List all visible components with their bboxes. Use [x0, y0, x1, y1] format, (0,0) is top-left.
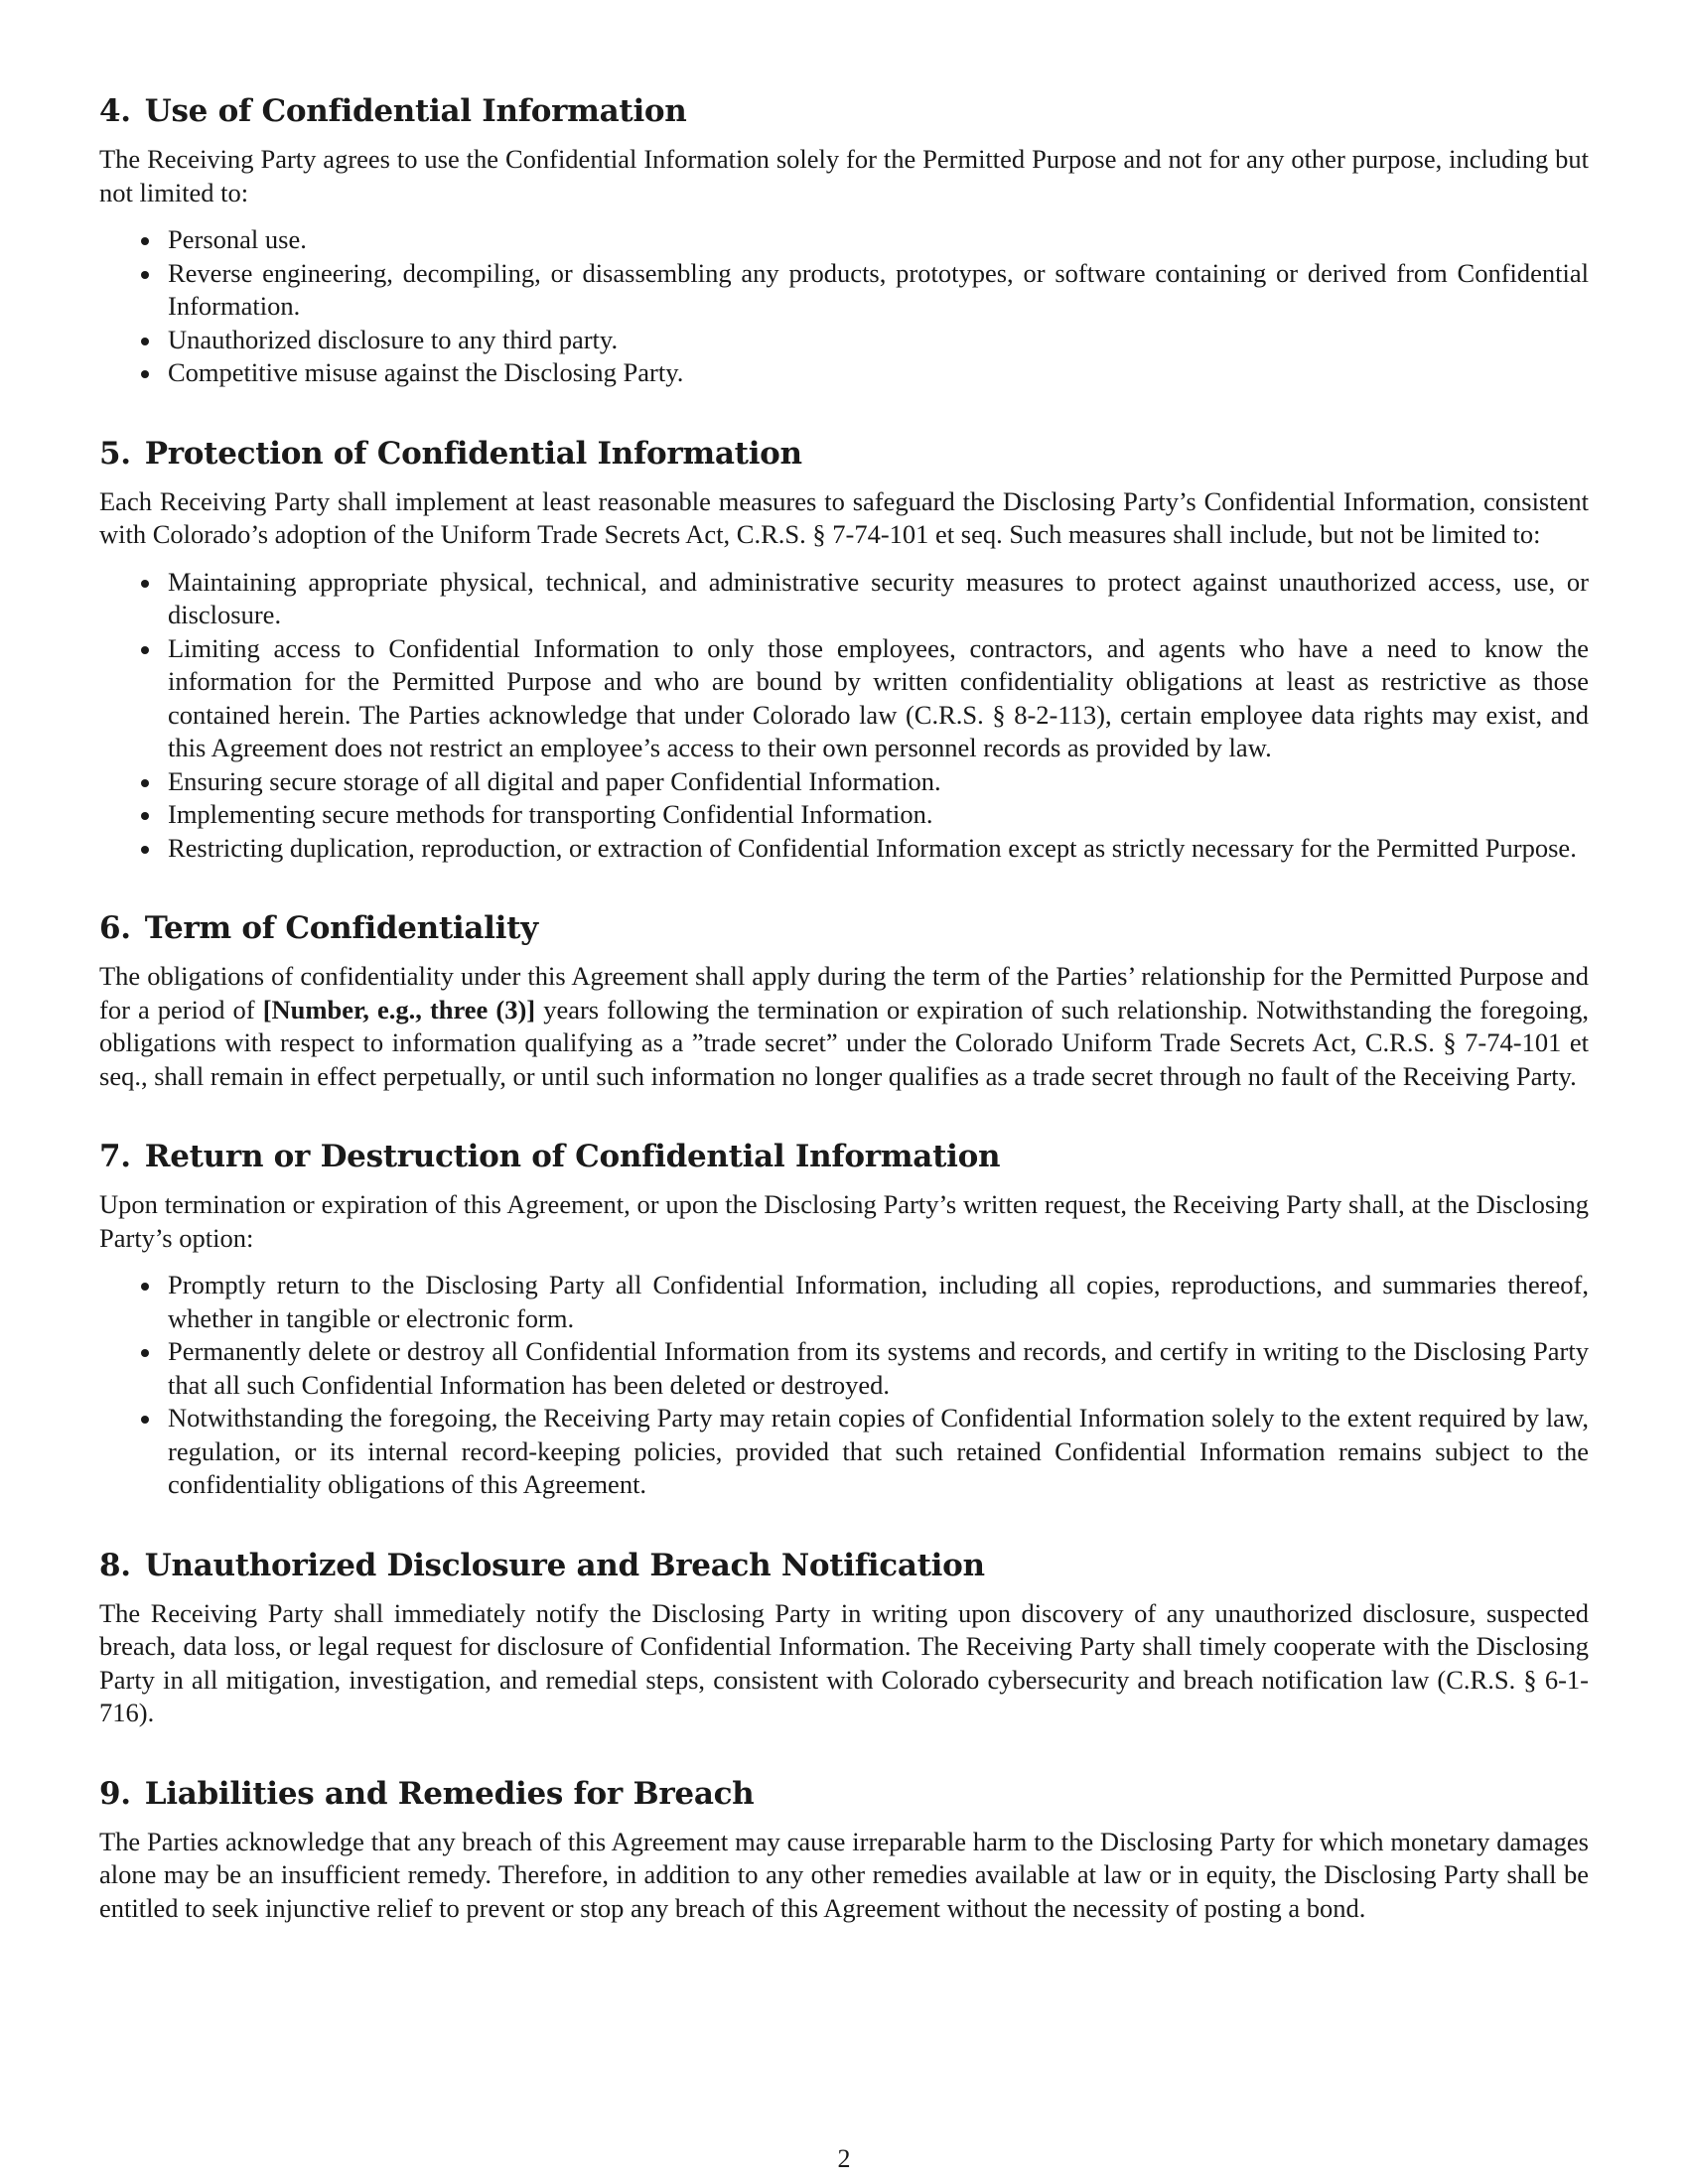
section-title: Term of Confidentiality	[144, 910, 538, 946]
section-6	[99, 908, 1589, 1093]
bullet-list	[99, 223, 1589, 390]
section-title: Liabilities and Remedies for Breach	[144, 1775, 755, 1812]
list-item: Personal use.	[99, 223, 1589, 257]
section-title: Unauthorized Disclosure and Breach Notification	[144, 1547, 985, 1583]
section-8	[99, 1546, 1589, 1730]
list-item: Promptly return to the Disclosing Party all Confidential Information, including all copies, reproductions, and summaries thereof, whether in tangible or electronic form.	[99, 1269, 1589, 1335]
list-item: Competitive misuse against the Disclosing Party.	[99, 356, 1589, 390]
section-title: Use of Confidential Information	[144, 93, 687, 129]
section-heading	[99, 908, 1589, 948]
section-heading	[99, 1137, 1589, 1176]
list-item: Ensuring secure storage of all digital and paper Confidential Information.	[99, 765, 1589, 799]
paragraph-text: years following the termination or expiration of such relationship. Notwithstanding the foregoing, obligations with respect to information qualifying as a ”trade secret” under the Colorado Uniform Trade Secrets Act, C.R.S. § 7-74-101 et seq., shall remain in effect perpetually, or until such information no longer qualifies as a trade secret through no fault of the Receiving Party.	[99, 994, 1589, 1091]
section-paragraph: The Parties acknowledge that any breach of this Agreement may cause irreparable harm to the Disclosing Party for which monetary damages alone may be an insufficient remedy. Therefore, in addition to any other remedies available at law or in equity, the Disclosing Party shall be entitled to seek injunctive relief to prevent or stop any breach of this Agreement without the necessity of posting a bond.	[99, 1826, 1589, 1923]
section-9	[99, 1774, 1589, 1926]
section-paragraph	[99, 960, 1589, 1093]
section-5	[99, 434, 1589, 866]
section-paragraph: The Receiving Party shall immediately notify the Disclosing Party in writing upon discovery of any unauthorized disclosure, suspected breach, data loss, or legal request for disclosure of Confidential Information. The Receiving Party shall timely cooperate with the Disclosing Party in all mitigation, investigation, and remedial steps, consistent with Colorado cybersecurity and breach notification law (C.R.S. § 6-1-716).	[99, 1597, 1589, 1727]
section-paragraph: Upon termination or expiration of this Agreement, or upon the Disclosing Party’s written request, the Receiving Party shall, at the Disclosing Party’s option:	[99, 1189, 1589, 1253]
page-number: 2	[837, 2144, 851, 2173]
list-item: Unauthorized disclosure to any third party.	[99, 324, 1589, 357]
list-item: Notwithstanding the foregoing, the Receiving Party may retain copies of Confidential Information solely to the extent required by law, regulation, or its internal record-keeping policies, provided that such retained Confidential Information remains subject to the confidentiality obligations of this Agreement.	[99, 1402, 1589, 1502]
section-number: 6.	[99, 910, 131, 946]
section-number: 7.	[99, 1139, 131, 1174]
list-item: Implementing secure methods for transporting Confidential Information.	[99, 798, 1589, 832]
list-item: Limiting access to Confidential Information to only those employees, contractors, and agents who have a need to know the information for the Permitted Purpose and who are bound by written confidentiality obligations at least as restrictive as those contained herein. The Parties acknowledge that under Colorado law (C.R.S. § 8-2-113), certain employee data rights may exist, and this Agreement does not restrict an employee’s access to their own personnel records as provided by law.	[99, 632, 1589, 765]
section-heading	[99, 434, 1589, 474]
section-number: 9.	[99, 1775, 131, 1812]
section-title: Protection of Confidential Information	[144, 435, 802, 472]
bullet-list	[99, 566, 1589, 866]
section-number: 5.	[99, 435, 131, 472]
document-page	[99, 91, 1589, 1939]
bullet-list	[99, 1269, 1589, 1502]
section-4	[99, 91, 1589, 390]
placeholder-term: [Number, e.g., three (3)]	[262, 994, 536, 1024]
list-item: Permanently delete or destroy all Confidential Information from its systems and records, and certify in writing to the Disclosing Party that all such Confidential Information has been deleted or destroyed.	[99, 1335, 1589, 1402]
list-item: Reverse engineering, decompiling, or disassembling any products, prototypes, or software containing or derived from Confidential Information.	[99, 257, 1589, 324]
section-paragraph: Each Receiving Party shall implement at least reasonable measures to safeguard the Disclosing Party’s Confidential Information, consistent with Colorado’s adoption of the Uniform Trade Secrets Act, C.R.S. § 7-74-101 et seq. Such measures shall include, but not be limited to:	[99, 485, 1589, 549]
section-title: Return or Destruction of Confidential Information	[144, 1139, 1001, 1174]
section-number: 8.	[99, 1547, 131, 1583]
section-number: 4.	[99, 93, 131, 129]
section-heading	[99, 1774, 1589, 1814]
section-heading	[99, 91, 1589, 131]
section-heading	[99, 1546, 1589, 1585]
list-item: Maintaining appropriate physical, technical, and administrative security measures to protect against unauthorized access, use, or disclosure.	[99, 566, 1589, 632]
section-7	[99, 1137, 1589, 1502]
section-paragraph: The Receiving Party agrees to use the Confidential Information solely for the Permitted Purpose and not for any other purpose, including but not limited to:	[99, 144, 1589, 207]
list-item: Restricting duplication, reproduction, or extraction of Confidential Information except as strictly necessary for the Permitted Purpose.	[99, 832, 1589, 866]
paragraph-text: The obligations of confidentiality under this Agreement shall apply during the term of the Parties’ relationship for the Permitted Purpose and for a period of	[99, 961, 1589, 1024]
